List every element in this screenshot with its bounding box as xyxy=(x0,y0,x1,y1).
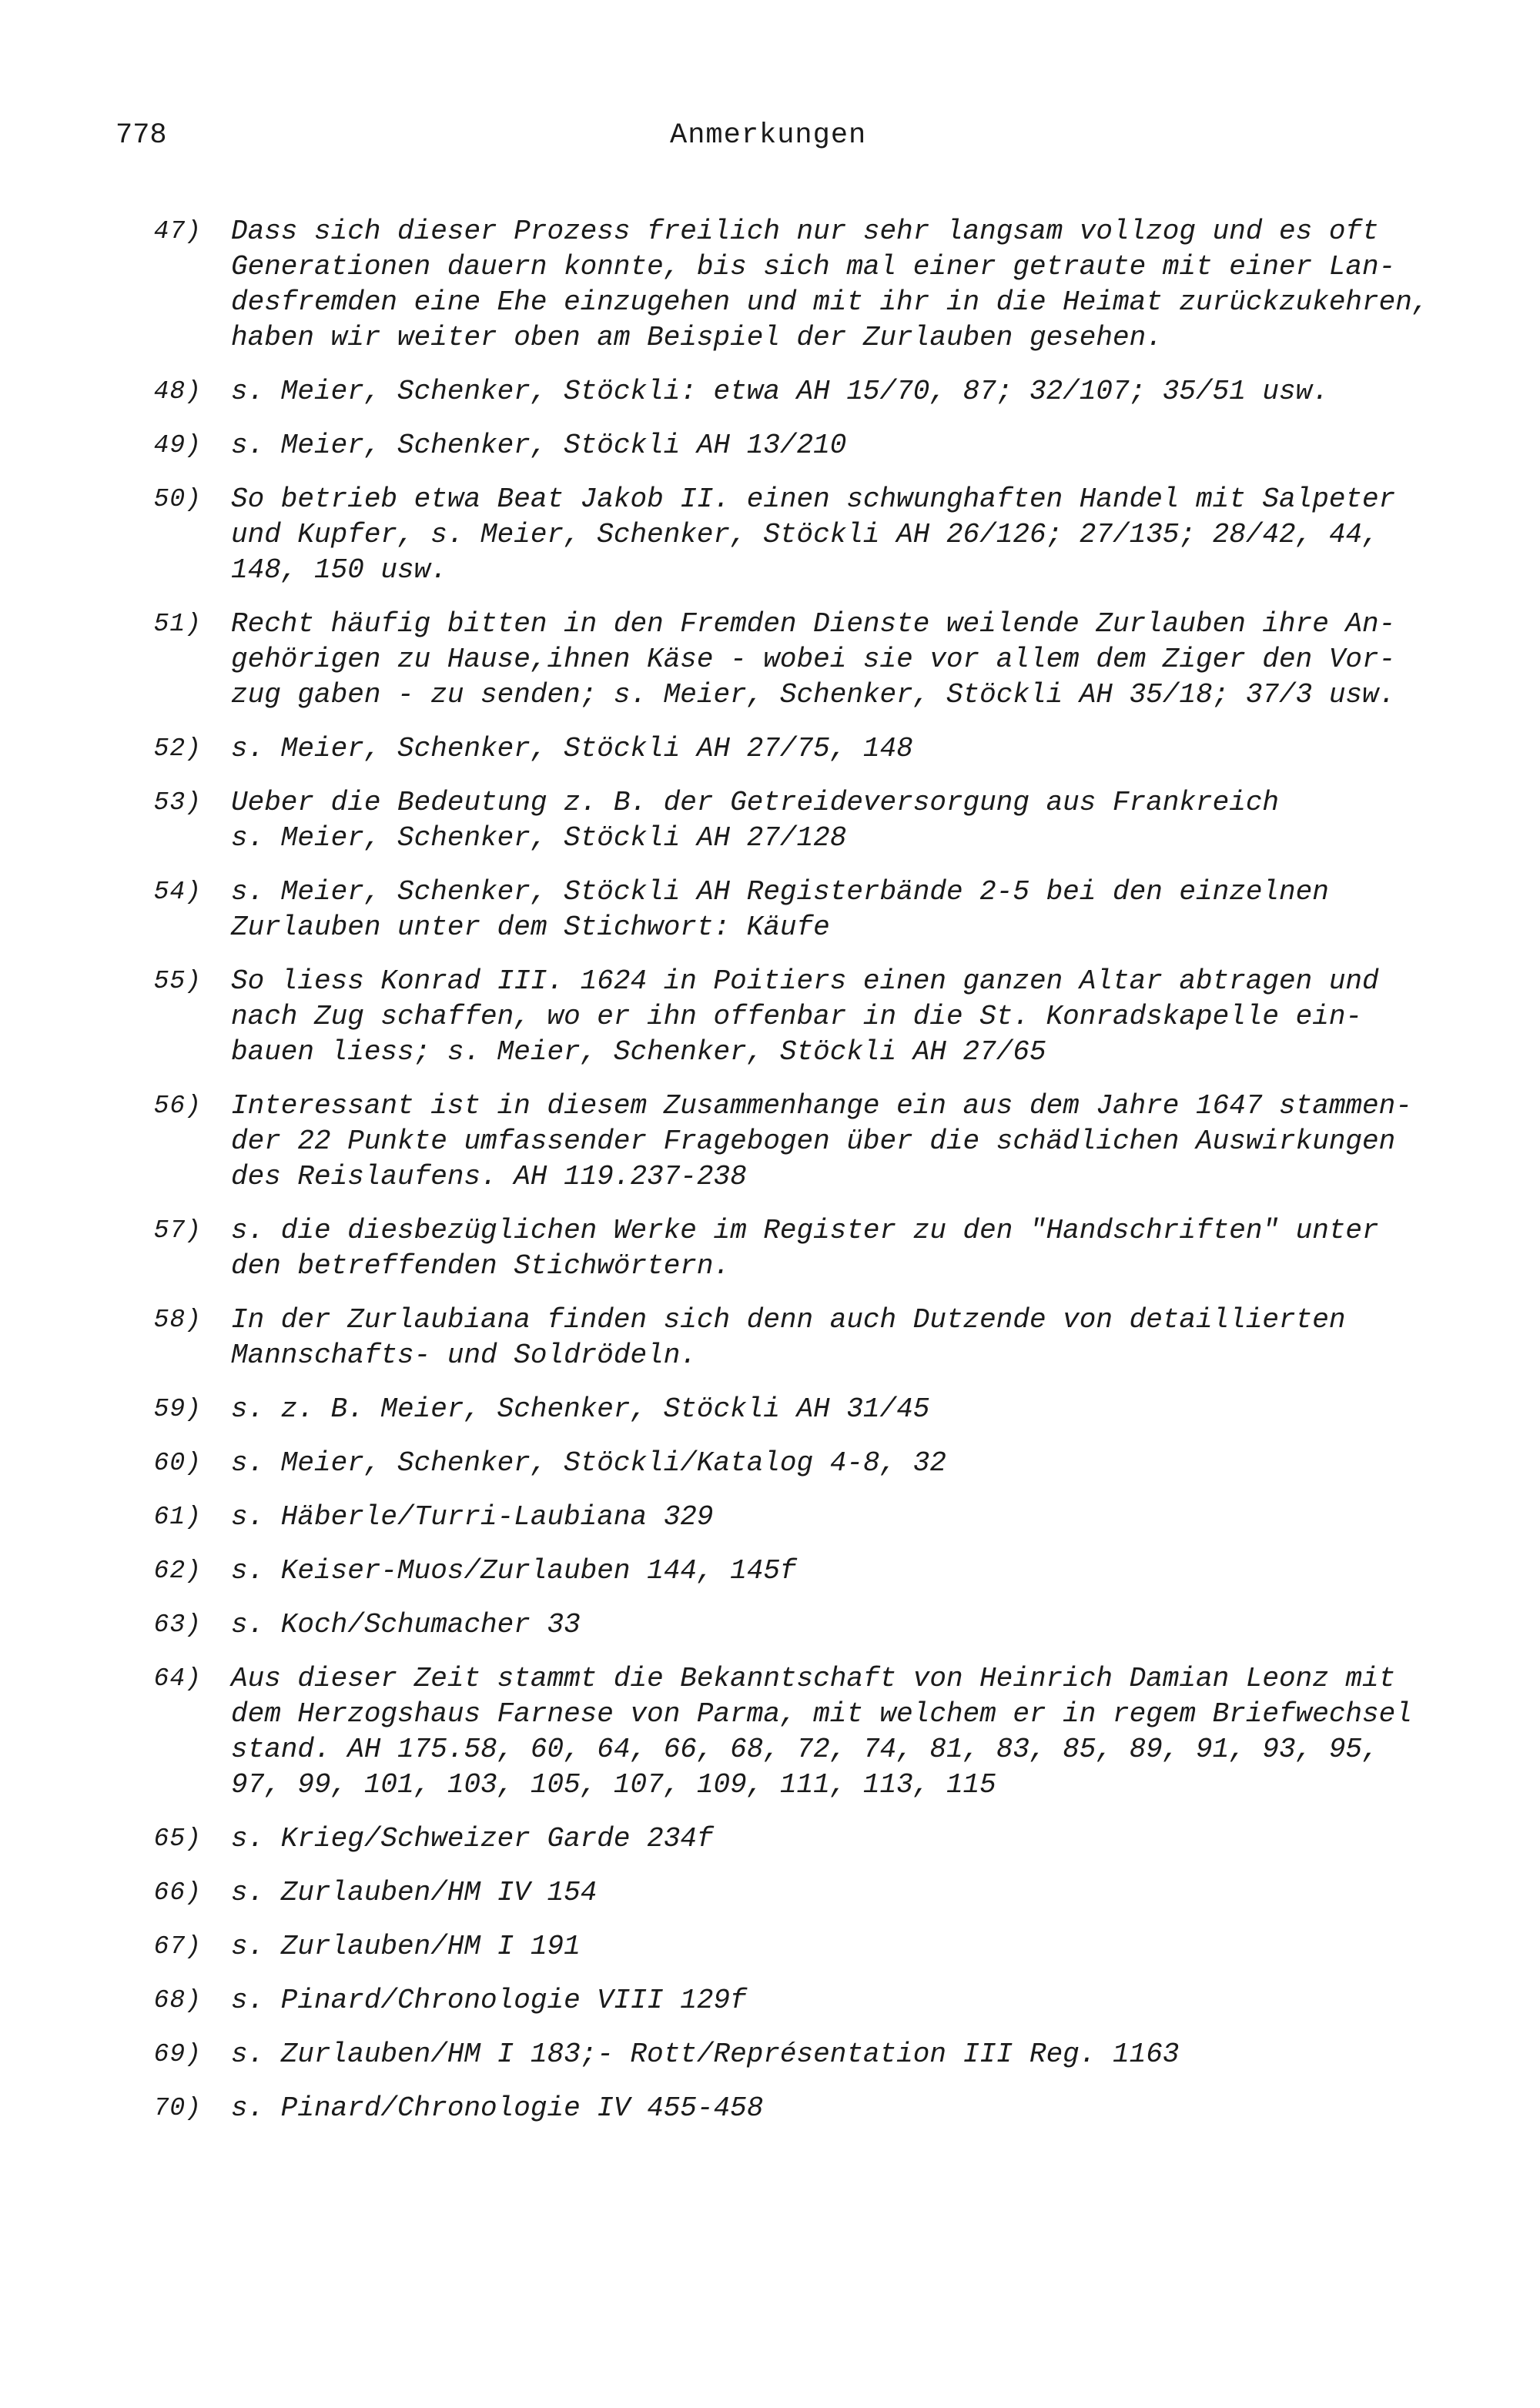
endnote xyxy=(116,1500,1440,1535)
endnote-number: 61) xyxy=(153,1503,202,1531)
endnote-text: s. die diesbezüglichen Werke im Register zu den "Handschriften" unter den betreffenden Stichwörtern. xyxy=(231,1215,1379,1282)
endnote xyxy=(116,428,1440,463)
endnote-number: 50) xyxy=(153,485,202,513)
endnote-text: s. Krieg/Schweizer Garde 234f xyxy=(231,1823,714,1854)
endnote-number: 51) xyxy=(153,610,202,638)
endnote-text: s. Zurlauben/HM IV 154 xyxy=(231,1877,598,1908)
endnote-number: 65) xyxy=(153,1824,202,1853)
endnote-number: 54) xyxy=(153,878,202,906)
endnote-text: s. Meier, Schenker, Stöckli AH 27/75, 148 xyxy=(231,733,913,764)
endnote xyxy=(116,1089,1440,1195)
endnote xyxy=(116,731,1440,767)
endnote-text: s. Meier, Schenker, Stöckli: etwa AH 15/70, 87; 32/107; 35/51 usw. xyxy=(231,376,1329,407)
endnote-number: 63) xyxy=(153,1610,202,1639)
endnote-number: 49) xyxy=(153,431,202,460)
endnote-text: s. Pinard/Chronologie IV 455-458 xyxy=(231,2092,764,2124)
endnote xyxy=(116,482,1440,588)
endnote xyxy=(116,875,1440,945)
endnote xyxy=(116,1875,1440,1911)
endnote xyxy=(116,1607,1440,1643)
endnote xyxy=(116,1213,1440,1284)
endnote-text: s. Meier, Schenker, Stöckli AH 13/210 xyxy=(231,430,847,461)
endnote xyxy=(116,1553,1440,1589)
endnote-text: s. Meier, Schenker, Stöckli/Katalog 4-8, 32 xyxy=(231,1447,946,1479)
endnote xyxy=(116,1661,1440,1803)
endnote-text: s. Koch/Schumacher 33 xyxy=(231,1609,581,1640)
endnote-text: s. Zurlauben/HM I 183;- Rott/Représentation III Reg. 1163 xyxy=(231,2038,1180,2070)
endnote-text: s. Zurlauben/HM I 191 xyxy=(231,1931,581,1962)
endnote xyxy=(116,2091,1440,2126)
endnote-number: 66) xyxy=(153,1878,202,1907)
endnote-number: 58) xyxy=(153,1306,202,1334)
endnote-number: 52) xyxy=(153,734,202,763)
endnote-text: Interessant ist in diesem Zusammenhange ein aus dem Jahre 1647 stammen- der 22 Punkte umfassender Fragebogen über die schädlichen Auswirkungen des Reislaufens. AH 119.237-238 xyxy=(231,1090,1412,1192)
endnote-text: Ueber die Bedeutung z. B. der Getreideversorgung aus Frankreich s. Meier, Schenker, Stöckli AH 27/128 xyxy=(231,787,1280,854)
endnotes-list xyxy=(116,214,1440,2145)
endnote-text: s. Pinard/Chronologie VIII 129f xyxy=(231,1985,747,2016)
endnote-text: So liess Konrad III. 1624 in Poitiers einen ganzen Altar abtragen und nach Zug schaffen, wo er ihn offenbar in die St. Konradskapelle ein- bauen liess; s. Meier, Schenker, Stöckli AH 27/65 xyxy=(231,965,1379,1068)
endnote-number: 68) xyxy=(153,1986,202,2015)
endnote xyxy=(116,2037,1440,2072)
endnote-text: So betrieb etwa Beat Jakob II. einen schwunghaften Handel mit Salpeter und Kupfer, s. Meier, Schenker, Stöckli AH 26/126; 27/135; 28/42, 44, 148, 150 usw. xyxy=(231,483,1396,586)
endnote-text: s. Keiser-Muos/Zurlauben 144, 145f xyxy=(231,1555,797,1587)
endnote-number: 59) xyxy=(153,1395,202,1423)
endnote-text: s. Meier, Schenker, Stöckli AH Registerbände 2-5 bei den einzelnen Zurlauben unter dem Stichwort: Käufe xyxy=(231,876,1329,943)
endnote-number: 55) xyxy=(153,967,202,995)
page-header xyxy=(116,119,1440,166)
endnote-text: s. Häberle/Turri-Laubiana 329 xyxy=(231,1501,714,1533)
endnote-number: 62) xyxy=(153,1557,202,1585)
endnote-number: 53) xyxy=(153,788,202,817)
endnote xyxy=(116,1821,1440,1857)
endnote xyxy=(116,1983,1440,2018)
running-title: Anmerkungen xyxy=(670,119,867,152)
endnote xyxy=(116,1392,1440,1427)
endnote-number: 48) xyxy=(153,377,202,406)
endnote-number: 70) xyxy=(153,2094,202,2122)
endnote-number: 56) xyxy=(153,1092,202,1120)
endnote-text: s. z. B. Meier, Schenker, Stöckli AH 31/45 xyxy=(231,1393,930,1425)
endnote-number: 57) xyxy=(153,1216,202,1245)
endnote-number: 67) xyxy=(153,1932,202,1961)
endnote-number: 47) xyxy=(153,217,202,246)
endnote-text: In der Zurlaubiana finden sich denn auch Dutzende von detaillierten Mannschafts- und Soldrödeln. xyxy=(231,1304,1346,1371)
endnote xyxy=(116,1303,1440,1373)
endnote xyxy=(116,214,1440,356)
endnote xyxy=(116,964,1440,1070)
endnote xyxy=(116,1446,1440,1481)
endnote xyxy=(116,1929,1440,1965)
endnote-text: Aus dieser Zeit stammt die Bekanntschaft von Heinrich Damian Leonz mit dem Herzogshaus Farnese von Parma, mit welchem er in regem Briefwechsel stand. AH 175.58, 60, 64, 66, 68, 72, 74, 81, 83, 85, 89, 91, 93, 95, 97, 99, 101, 103, 105, 107, 109, 111, 113, 115 xyxy=(231,1663,1412,1801)
endnote xyxy=(116,374,1440,410)
page-number: 778 xyxy=(116,119,167,152)
endnote-number: 69) xyxy=(153,2040,202,2069)
endnote-text: Dass sich dieser Prozess freilich nur sehr langsam vollzog und es oft Generationen dauern konnte, bis sich mal einer getraute mit einer Lan- desfremden eine Ehe einzugehen und mit ihr in die Heimat zurückzukehren, haben wir weiter oben am Beispiel der Zurlauben gesehen. xyxy=(231,216,1429,353)
endnote-number: 64) xyxy=(153,1664,202,1693)
endnote-number: 60) xyxy=(153,1449,202,1477)
endnote xyxy=(116,607,1440,713)
endnote-text: Recht häufig bitten in den Fremden Dienste weilende Zurlauben ihre An- gehörigen zu Hause,ihnen Käse - wobei sie vor allem dem Ziger den Vor- zug gaben - zu senden; s. Meier, Schenker, Stöckli AH 35/18; 37/3 usw. xyxy=(231,608,1396,711)
endnote xyxy=(116,785,1440,856)
